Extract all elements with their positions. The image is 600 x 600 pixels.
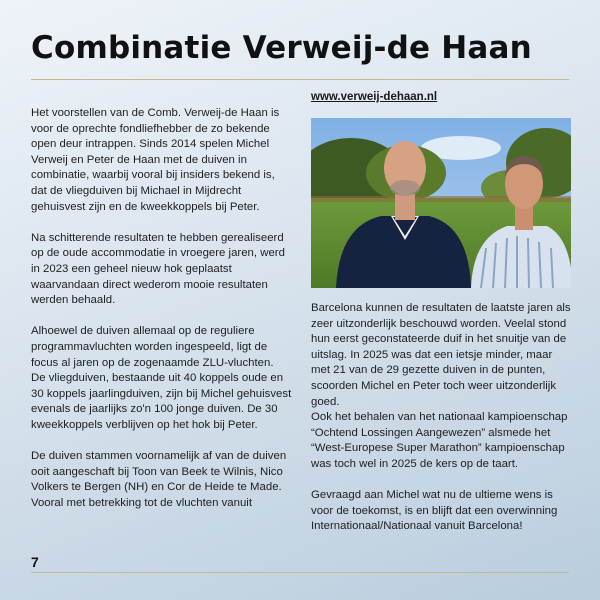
paragraph: Ook het behalen van het nationaal kampioenschap “Ochtend Lossingen Aangewezen” alsmede het “West-Europese Super Marathon” kampioenschap was toch wel in 2025 de kers op de taart. — [311, 411, 568, 470]
paragraph: Gevraagd aan Michel wat nu de ultieme wens is voor de toekomst, is en blijft dat een overwinning Internationaal/Nationaal vanuit Barcelona! — [311, 489, 558, 533]
paragraph: Na schitterende resultaten te hebben gerealiseerd op de oude accommodatie in vroegere jaren, werd in 2023 een geheel nieuw hok geplaatst waarvandaan direct wederom mooie resultaten werden behaald. — [31, 231, 285, 307]
left-text-column — [31, 106, 293, 527]
website-link[interactable]: www.verweij-dehaan.nl — [311, 91, 438, 103]
footer-divider — [31, 572, 569, 573]
paragraph: De duiven stammen voornamelijk af van de duiven ooit aangeschaft bij Toon van Beek te Wilnis, Nico Volkers te Bergen (NH) en Cor de Heide te Made. Vooral met betrekking tot de vluchten vanuit — [31, 450, 287, 509]
right-text-column — [311, 301, 573, 551]
breeders-photo — [311, 118, 571, 288]
paragraph: Alhoewel de duiven allemaal op de reguliere programmavluchten worden ingespeeld, ligt de focus al jaren op de zogenaamde ZLU-vluchten. — [31, 325, 274, 369]
page-title: Combinatie Verweij-de Haan — [31, 30, 532, 66]
paragraph: Het voorstellen van de Comb. Verweij-de Haan is voor de oprechte fondliefhebber de zo bekende open deur intrappen. Sinds 2014 spelen Michel Verweij en Peter de Haan met de duiven in combinatie, waarbij vooral bij insiders bekend is, dat de vliegduiven bij Michael in Mijdrecht gehuisvest zijn en de kweekkoppels bij Peter. — [31, 107, 280, 213]
title-divider — [31, 79, 569, 80]
paragraph: Barcelona kunnen de resultaten de laatste jaren als zeer uitzonderlijk beschouwd worden. Veelal stond hun eerst geconstateerde duif in het snuitje van de uitslag. In 2025 was dat een ietsje minder, maar met 21 van de 29 gezette duiven in de punten, scoorden Michel en Peter toch weer uitzonderlijk goed. — [311, 302, 571, 408]
page-number: 7 — [31, 554, 39, 570]
paragraph: De vliegduiven, bestaande uit 40 koppels oude en 30 koppels jaarlingduiven, zijn bij Michel gehuisvest evenals de jaarlijks zo'n 100 jonge duiven. De 30 kweekkoppels verblijven op het hok bij Peter. — [31, 372, 292, 431]
